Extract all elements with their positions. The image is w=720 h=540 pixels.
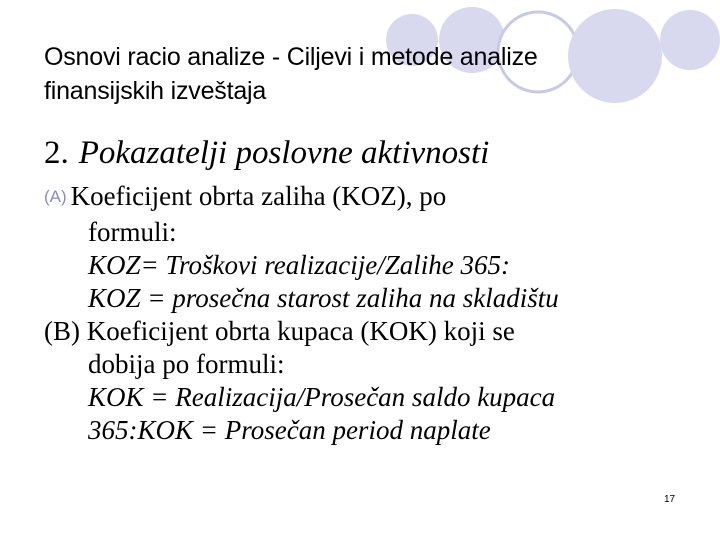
slide-title-line-2: finansijskih izveštaja [44, 77, 267, 105]
slide-body [44, 180, 704, 447]
decor-circle [568, 9, 662, 103]
section-number: 2. [44, 135, 69, 171]
page-number: 17 [664, 494, 676, 505]
item-b-formula-1: KOK = Realizacija/Prosečan saldo kupaca [88, 382, 556, 412]
item-b-formula-2: 365:KOK = Prosečan period naplate [88, 415, 491, 445]
item-a-text-1: Koeficijent obrta zaliha (KOZ), po [70, 181, 447, 211]
slide-title-line-1: Osnovi racio analize - Ciljevi i metode analize [44, 43, 538, 71]
item-a-line-2: formuli: [88, 217, 177, 247]
item-b-line-1: (B) Koeficijent obrta kupaca (KOK) koji se [44, 316, 515, 346]
section-heading [44, 133, 489, 173]
item-a-line-1 [44, 180, 704, 216]
decor-circle [660, 10, 720, 70]
item-b-line-2: dobija po formuli: [88, 349, 285, 379]
slide-title [44, 40, 538, 108]
section-heading-text: Pokazatelji poslovne aktivnosti [78, 135, 490, 171]
item-a-formula-2: KOZ = prosečna starost zaliha na skladištu [88, 283, 559, 313]
item-a-formula-1: KOZ= Troškovi realizacije/Zalihe 365: [88, 250, 510, 280]
item-a-marker: (A) [44, 187, 67, 206]
